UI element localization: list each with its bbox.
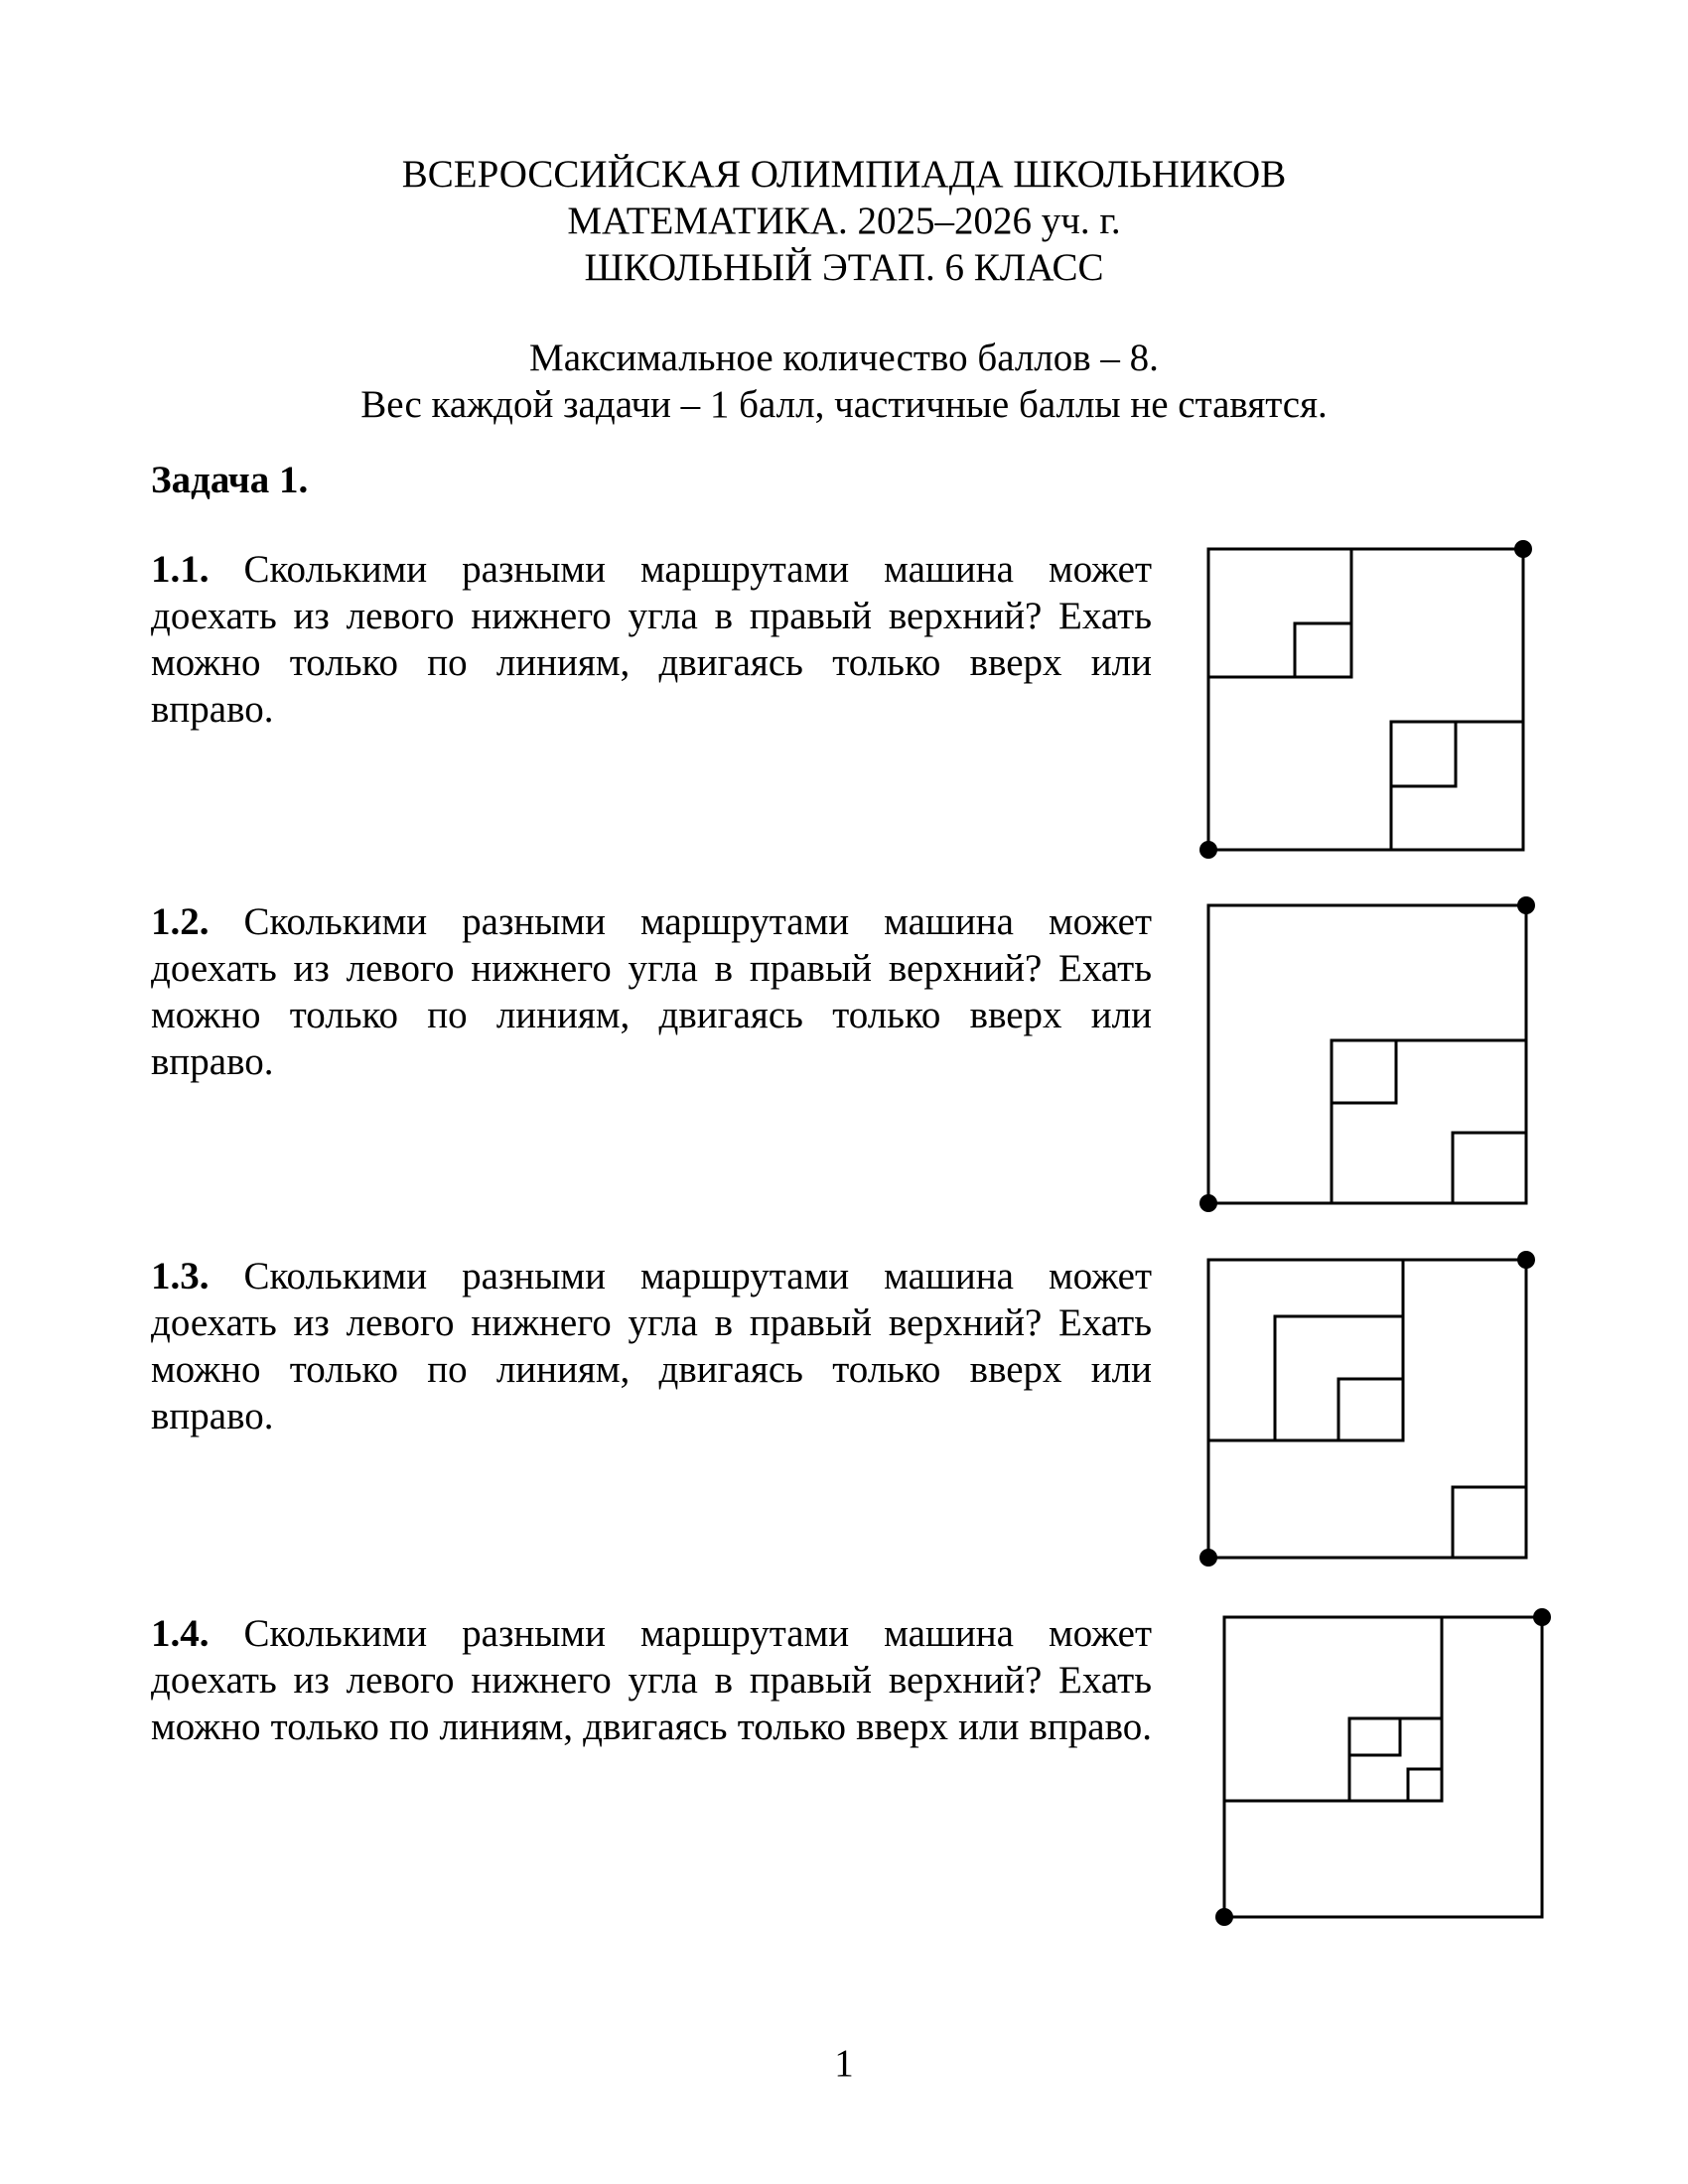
grid-rect xyxy=(1391,722,1456,786)
grid-rect xyxy=(1408,1769,1442,1801)
section-title: Задача 1. xyxy=(151,459,309,501)
route-grid-diagram-1-3 xyxy=(1196,1248,1538,1570)
problem-number: 1.1. xyxy=(151,548,210,591)
corner-dot xyxy=(1517,1251,1535,1269)
problem-number: 1.4. xyxy=(151,1612,210,1655)
problem-line: можно только по линиям, двигаясь только вверх или xyxy=(151,994,1152,1036)
problem-line: доехать из левого нижнего угла в правый верхний? Ехать xyxy=(151,1301,1152,1344)
corner-dot xyxy=(1517,896,1535,914)
corner-dot xyxy=(1199,1194,1217,1212)
problem-line: вправо. xyxy=(151,688,274,731)
problem-1-3 xyxy=(151,1253,1152,1439)
corner-dot xyxy=(1514,540,1532,558)
corner-dot xyxy=(1199,1549,1217,1567)
corner-dot xyxy=(1533,1608,1551,1626)
grid-rect xyxy=(1208,549,1351,677)
problem-line-text: Сколькими разными маршрутами машина может xyxy=(243,548,1152,591)
subtitle-line-2: Вес каждой задачи – 1 балл, частичные баллы не ставятся. xyxy=(360,383,1328,426)
problem-line: доехать из левого нижнего угла в правый верхний? Ехать xyxy=(151,1659,1152,1702)
problem-1-2 xyxy=(151,898,1152,1085)
problem-line xyxy=(151,1610,1152,1657)
corner-dot xyxy=(1215,1908,1233,1926)
problem-line-text: Сколькими разными маршрутами машина может xyxy=(243,1255,1152,1297)
problem-line xyxy=(151,546,1152,593)
problem-line: можно только по линиям, двигаясь только вверх или xyxy=(151,641,1152,684)
problem-1-1 xyxy=(151,546,1152,733)
route-grid-diagram-1-1 xyxy=(1196,537,1535,862)
title-line-3: ШКОЛЬНЫЙ ЭТАП. 6 КЛАСС xyxy=(584,246,1104,289)
grid-rect xyxy=(1224,1617,1542,1917)
problem-number: 1.2. xyxy=(151,900,210,943)
grid-rect xyxy=(1453,1487,1526,1558)
grid-rect xyxy=(1208,1260,1526,1558)
title-line-2: МАТЕМАТИКА. 2025–2026 уч. г. xyxy=(567,200,1121,242)
route-grid-diagram-1-4 xyxy=(1212,1605,1554,1929)
problem-line: доехать из левого нижнего угла в правый верхний? Ехать xyxy=(151,595,1152,637)
document-title xyxy=(0,151,1688,291)
problem-line-text: Сколькими разными маршрутами машина может xyxy=(243,1612,1152,1655)
problem-number: 1.3. xyxy=(151,1255,210,1297)
grid-rect xyxy=(1295,623,1351,677)
grid-rect xyxy=(1349,1718,1400,1755)
page-number: 1 xyxy=(834,2042,854,2085)
title-line-1: ВСЕРОССИЙСКАЯ ОЛИМПИАДА ШКОЛЬНИКОВ xyxy=(401,153,1287,196)
problem-line: доехать из левого нижнего угла в правый верхний? Ехать xyxy=(151,947,1152,990)
grid-rect xyxy=(1208,905,1526,1203)
grid-rect xyxy=(1453,1133,1526,1203)
problem-line-text: Сколькими разными маршрутами машина может xyxy=(243,900,1152,943)
grid-rect xyxy=(1332,1040,1526,1203)
grid-rect xyxy=(1349,1718,1442,1801)
problem-line: можно только по линиям, двигаясь только вверх или xyxy=(151,1348,1152,1391)
grid-rect xyxy=(1332,1040,1396,1103)
grid-rect xyxy=(1208,549,1523,850)
problem-1-4 xyxy=(151,1610,1152,1750)
grid-rect xyxy=(1208,1260,1403,1440)
grid-rect xyxy=(1338,1379,1403,1440)
corner-dot xyxy=(1199,841,1217,859)
document-subtitle xyxy=(0,335,1688,428)
problem-line: вправо. xyxy=(151,1395,274,1437)
subtitle-line-1: Максимальное количество баллов – 8. xyxy=(529,337,1159,379)
route-grid-diagram-1-2 xyxy=(1196,893,1538,1215)
problem-line xyxy=(151,1253,1152,1299)
problem-line: вправо. xyxy=(151,1040,274,1083)
problem-line xyxy=(151,898,1152,945)
problem-line: можно только по линиям, двигаясь только вверх или вправо. xyxy=(151,1706,1152,1748)
